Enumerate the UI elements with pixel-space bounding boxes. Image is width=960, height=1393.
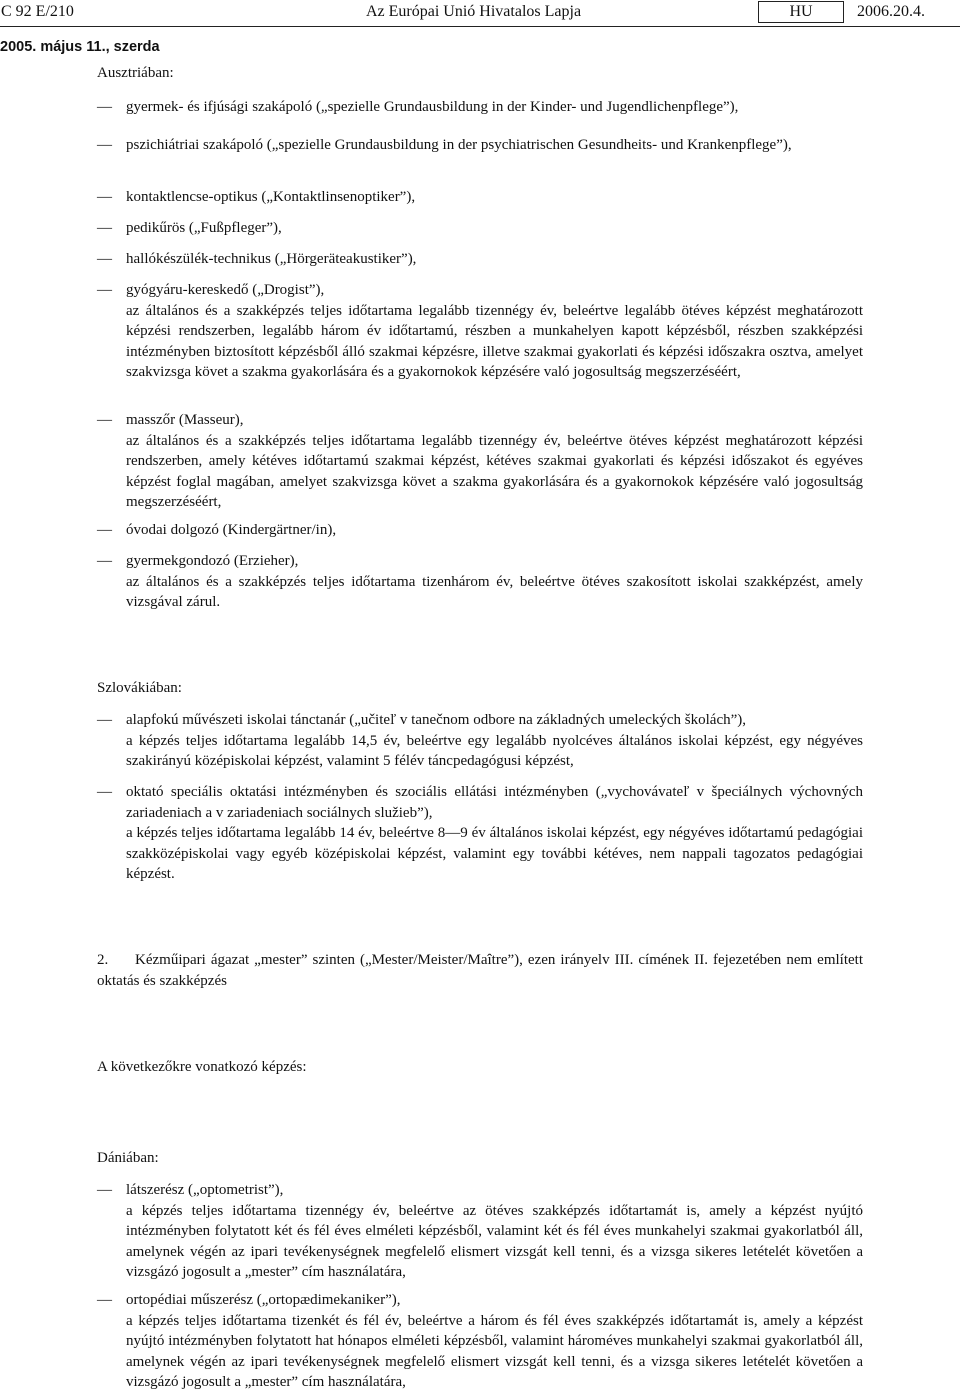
dash-bullet: —: [97, 189, 112, 205]
item-title: látszerész („optometrist”),: [126, 1182, 284, 1198]
item-title: alapfokú művészeti iskolai tánctanár („učiteľ v tanečnom odbore na základných umeleckých školách”),: [126, 712, 747, 728]
dash-bullet: —: [97, 251, 112, 267]
dash-bullet: —: [97, 712, 112, 728]
country-heading-denmark: Dániában:: [97, 1150, 159, 1166]
list-item: [97, 1180, 863, 1283]
item-title: oktató speciális oktatási intézményben és szociális ellátási intézményben („vychovávateľ v špeciálnych výchovných zariadeniach a v zariadeniach sociálnych služieb”),: [126, 784, 863, 821]
dash-bullet: —: [97, 522, 112, 538]
list-item: [97, 1290, 863, 1393]
journal-reference: C 92 E/210: [1, 3, 74, 20]
publication-date: 2006.20.4.: [857, 3, 925, 20]
item-description: a képzés teljes időtartama legalább 14,5 év, beleértve egy legalább nyolcéves általános iskolai képzést, egy négyéves szakirányú középiskolai képzést, valamint 5 félév táncpedagógusi képzést,: [126, 732, 863, 769]
page-header: [0, 0, 960, 26]
list-item: [97, 187, 863, 208]
dash-bullet: —: [97, 412, 112, 428]
item-text: pedikűrös („Fußpfleger”),: [126, 220, 282, 236]
country-heading-austria: Ausztriában:: [97, 65, 174, 81]
item-text: óvodai dolgozó (Kindergärtner/in),: [126, 522, 337, 538]
list-item: [97, 520, 863, 541]
list-item: [97, 97, 863, 118]
training-intro: A következőkre vonatkozó képzés:: [97, 1059, 307, 1075]
list-item: [97, 710, 863, 772]
list-item: [97, 410, 863, 513]
section-number: 2.: [97, 952, 109, 968]
item-description: a képzés teljes időtartama legalább 14 év, beleértve 8—9 év általános iskolai képzést, egy négyéves időtartamú pedagógiai szakközépiskolai vagy egyéb középiskolai képzést, valamint egy további kétéves, nem nappali tagozatos pedagógiai képzést.: [126, 825, 863, 882]
list-item: [97, 551, 863, 613]
item-text: pszichiátriai szakápoló („spezielle Grundausbildung in der psychiatrischen Gesundheits- und Krankenpflege”),: [126, 137, 792, 153]
item-description: az általános és a szakképzés teljes időtartama legalább tizennégy év, beleértve ötéves képzést meghatározott képzési rendszerben, amely kétéves időtartamú szakmai képzést, kétéves szakmai gyakorlati és képzési időszakot és egyéves képzést foglal magában, amelyet szakvizsga követ a szakma gyakorlására és a gyakornokok képzésére való jogosultság megszerzéséért,: [126, 432, 863, 510]
header-divider: [0, 26, 960, 27]
item-description: az általános és a szakképzés teljes időtartama legalább tizennégy év, beleértve legalább ötéves képzést meghatározott képzési rendszerben, legalább három év időtartamú, részben a munkahelyen kapott képzésből, részben szakképzési intézményben biztosított képzésből álló szakmai képzésre, illetve szakmai gyakorlati és képzési időszakra osztva, amelyet szakvizsga követ a szakma gyakorlására és a gyakornokok képzésére való jogosultság megszerzéséért,: [126, 302, 863, 380]
list-item: [97, 218, 863, 239]
item-title: gyógyáru-kereskedő („Drogist”),: [126, 282, 325, 298]
item-text: gyermek- és ifjúsági szakápoló („spezielle Grundausbildung in der Kinder- und Jugendlichenpflege”),: [126, 99, 739, 115]
dash-bullet: —: [97, 784, 112, 800]
item-title: gyermekgondozó (Erzieher),: [126, 553, 299, 569]
dash-bullet: —: [97, 1182, 112, 1198]
dash-bullet: —: [97, 220, 112, 236]
item-text: hallókészülék-technikus („Hörgeräteakustiker”),: [126, 251, 417, 267]
item-title: ortopédiai műszerész („ortopædimekaniker”),: [126, 1292, 401, 1308]
list-item: [97, 135, 863, 156]
dash-bullet: —: [97, 553, 112, 569]
dash-bullet: —: [97, 282, 112, 298]
country-heading-slovakia: Szlovákiában:: [97, 680, 182, 696]
session-date: 2005. május 11., szerda: [0, 39, 160, 55]
item-description: a képzés teljes időtartama tizennégy év, beleértve az ötéves szakképzés időtartamát is, amely a képzést nyújtó intézményben folytatott két és fél éves elméleti képzésből, valamint két és fél éves munkahelyi szakmai gyakorlatból áll, amelynek végén az ipari tevékenységnek megfelelő elismert vizsgát kell tenni, és a vizsga sikeres letételét követően a vizsgázó jogosult a „mester” cím használatára,: [126, 1202, 863, 1280]
item-title: masszőr (Masseur),: [126, 412, 244, 428]
dash-bullet: —: [97, 137, 112, 153]
item-description: az általános és a szakképzés teljes időtartama tizenhárom év, beleértve ötéves szakosított iskolai szakképzést, amely vizsgával zárul.: [126, 573, 863, 610]
journal-title: Az Európai Unió Hivatalos Lapja: [366, 3, 582, 20]
item-description: a képzés teljes időtartama tizenkét és fél év, beleértve a három és fél éves szakképzés időtartamát is, amely a képzést nyújtó intézményben folytatott hat hónapos elméleti képzésből, valamint hároméves munkahelyi szakmai gyakorlatból áll, amelynek végén az ipari tevékenységnek megfelelő elismert vizsgát kell tenni, és a vizsga sikeres letételét követően a vizsgázó jogosult a „mester” cím használatára,: [126, 1312, 863, 1390]
section-title: Kézműipari ágazat „mester” szinten („Mester/Meister/Maître”), ezen irányelv III. címének II. fejezetében nem említett oktatás és szakképzés: [97, 952, 863, 989]
language-badge: HU: [758, 1, 844, 23]
section-heading: [97, 950, 863, 991]
list-item: [97, 249, 863, 270]
list-item: [97, 782, 863, 885]
list-item: [97, 280, 863, 383]
item-text: kontaktlencse-optikus („Kontaktlinsenoptiker”),: [126, 189, 416, 205]
dash-bullet: —: [97, 99, 112, 115]
dash-bullet: —: [97, 1292, 112, 1308]
